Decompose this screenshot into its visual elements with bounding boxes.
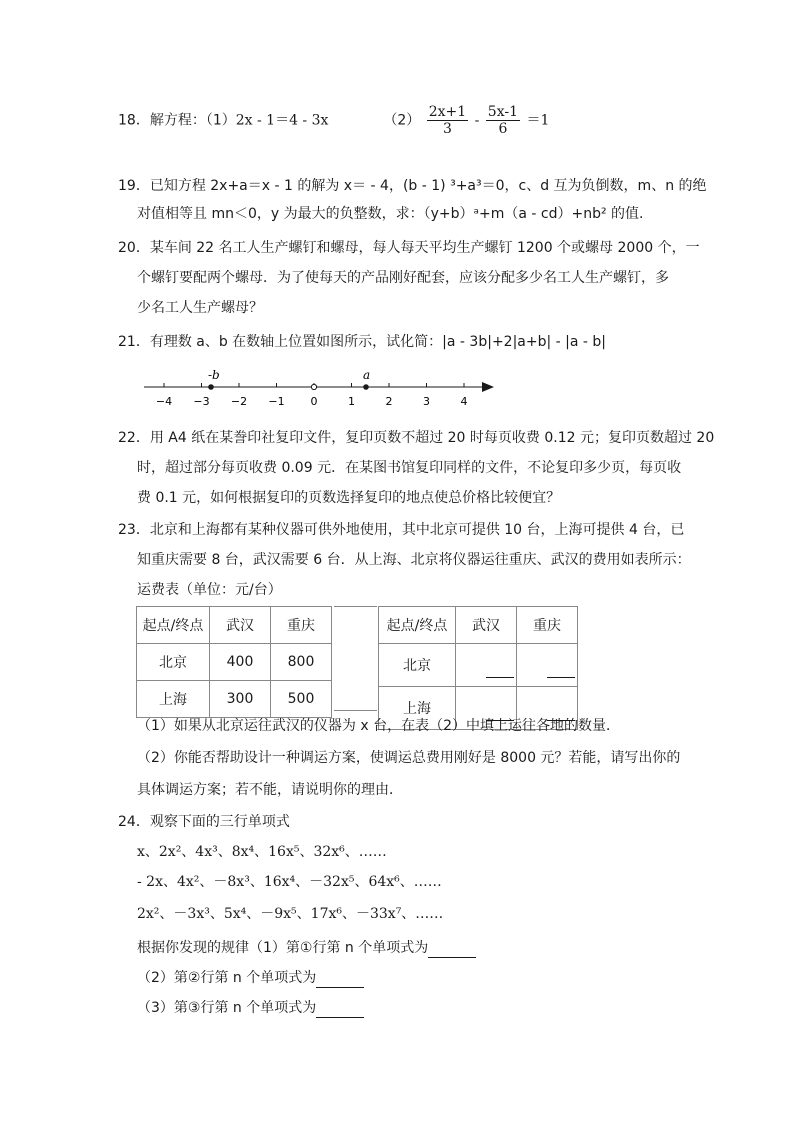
table2-header-wuhan: 武汉 <box>456 607 517 644</box>
tick-label: 4 <box>460 395 468 408</box>
q24-title: 24．观察下面的三行单项式 <box>118 814 290 830</box>
table2-blank-cell[interactable] <box>517 644 578 687</box>
table2-header-origin: 起点/终点 <box>379 607 456 644</box>
q24-ask-1-text: 根据你发现的规律（1）第①行第 n 个单项式为 <box>137 940 429 956</box>
table2-blank-cell[interactable] <box>456 644 517 687</box>
tick-label: 1 <box>348 395 355 408</box>
q18-f1-denominator: 3 <box>442 121 452 137</box>
table2-header-chongqing: 重庆 <box>517 607 578 644</box>
q18-f2-denominator: 6 <box>498 121 508 137</box>
table1-cell: 上海 <box>137 681 210 718</box>
table1-cell: 500 <box>271 681 332 718</box>
table-gap-cell <box>334 606 377 711</box>
tick-label: 3 <box>423 395 430 408</box>
q22-line-2: 时，超过部分每页收费 0.09 元．在某图书馆复印同样的文件，不论复印多少页，每页收 <box>137 460 682 476</box>
table2-cell: 上海 <box>379 687 456 730</box>
table1-header-wuhan: 武汉 <box>210 607 271 644</box>
table1-header-origin: 起点/终点 <box>137 607 210 644</box>
table1-cell: 400 <box>210 644 271 681</box>
q24-row-3: 2x²、－3x³、5x⁴、－9x⁵、17x⁶、－33x⁷、…… <box>137 906 444 922</box>
answer-blank-3[interactable] <box>316 1001 364 1018</box>
table1-cell: 北京 <box>137 644 210 681</box>
q18-eq1: 2x - 1＝4 - 3x <box>235 112 329 129</box>
fee-table-1 <box>136 606 332 718</box>
q24-ask-1 <box>137 938 476 958</box>
q24-ask-3 <box>137 998 364 1018</box>
q18-fraction-2 <box>486 104 520 137</box>
label-a: a <box>363 368 371 382</box>
q23-line-2: 知重庆需要 8 台，武汉需要 6 台．从上海、北京将仪器运往重庆、武汉的费用如表所示： <box>137 552 691 568</box>
table1-header-chongqing: 重庆 <box>271 607 332 644</box>
q22-line-3: 费 0.1 元，如何根据复印的页数选择复印的地点使总价格比较便宜？ <box>137 490 561 506</box>
q23-sub1: （1）如果从北京运往武汉的仪器为 x 台，在表（2）中填上运往各地的数量． <box>137 718 620 734</box>
q22-line-1: 22．用 A4 纸在某誊印社复印文件，复印页数不超过 20 时每页收费 0.12 元；复印页数超过 20 <box>118 430 715 446</box>
answer-blank-1[interactable] <box>428 941 476 958</box>
tick-label: −1 <box>268 395 285 408</box>
table2-cell: 北京 <box>379 644 456 687</box>
table-row <box>379 644 578 687</box>
tick-label: −3 <box>193 395 210 408</box>
answer-blank-2[interactable] <box>316 971 364 988</box>
q18-f2-numerator: 5x-1 <box>487 104 518 120</box>
tick-label: 0 <box>310 395 318 408</box>
q23-caption: 运费表（单位：元/台） <box>137 582 282 598</box>
q24-row-1: x、2x²、4x³、8x⁴、16x⁵、32x⁶、…… <box>137 844 387 860</box>
q23-sub2-line-2: 具体调运方案；若不能，请说明你的理由． <box>137 782 403 798</box>
table1-cell: 300 <box>210 681 271 718</box>
q21-line-1: 21．有理数 a、b 在数轴上位置如图所示，试化简：|a - 3b|+2|a+b| - |a - b| <box>118 334 607 350</box>
q18-part2: （2） <box>383 112 421 129</box>
table-row <box>137 607 332 644</box>
q24-ask-3-text: （3）第③行第 n 个单项式为 <box>137 1000 317 1016</box>
fee-table-2 <box>378 606 578 730</box>
zero-point <box>311 384 316 389</box>
q18-f1-numerator: 2x+1 <box>428 104 467 120</box>
q19-line-2: 对值相等且 mn＜0，y 为最大的负整数，求：（y+b）ᵃ+m（a - cd）+nb² 的值. <box>137 206 644 222</box>
point-neg-b <box>208 384 214 390</box>
q18-fraction-1 <box>427 104 468 137</box>
q20-line-3: 少名工人生产螺母？ <box>137 300 263 316</box>
q23-sub2-line-1: （2）你能否帮助设计一种调运方案，使调运总费用刚好是 8000 元？若能，请写出你的 <box>137 750 681 766</box>
q20-line-1: 20．某车间 22 名工人生产螺钉和螺母，每人每天平均生产螺钉 1200 个或螺母 2000 个，一 <box>118 240 700 256</box>
table-row <box>137 681 332 718</box>
table-row <box>379 607 578 644</box>
tick-label: 2 <box>385 395 393 408</box>
q24-ask-2 <box>137 968 364 988</box>
q24-row-2: - 2x、4x²、－8x³、16x⁴、－32x⁵、64x⁶、…… <box>137 874 442 890</box>
q18-minus: - <box>474 112 484 129</box>
tick-label: −2 <box>230 395 248 408</box>
q19-line-1: 19．已知方程 2x+a＝x - 1 的解为 x＝ - 4，(b - 1) ³+a³＝0，c、d 互为负倒数，m、n 的绝 <box>118 178 707 194</box>
label-neg-b: -b <box>208 368 220 382</box>
q18-label: 18．解方程：（1） <box>118 112 236 129</box>
table1-cell: 800 <box>271 644 332 681</box>
q18-rhs: ＝1 <box>526 112 550 129</box>
q20-line-2: 个螺钉要配两个螺母．为了使每天的产品刚好配套，应该分配多少名工人生产螺钉，多 <box>137 270 669 286</box>
table-row <box>137 644 332 681</box>
q23-line-1: 23．北京和上海都有某种仪器可供外地使用，其中北京可提供 10 台，上海可提供 4 台，已 <box>118 522 685 538</box>
q18-line <box>118 104 549 137</box>
number-line <box>140 366 500 416</box>
q24-ask-2-text: （2）第②行第 n 个单项式为 <box>137 970 317 986</box>
tick-label: −4 <box>155 395 173 408</box>
point-a <box>363 384 369 390</box>
